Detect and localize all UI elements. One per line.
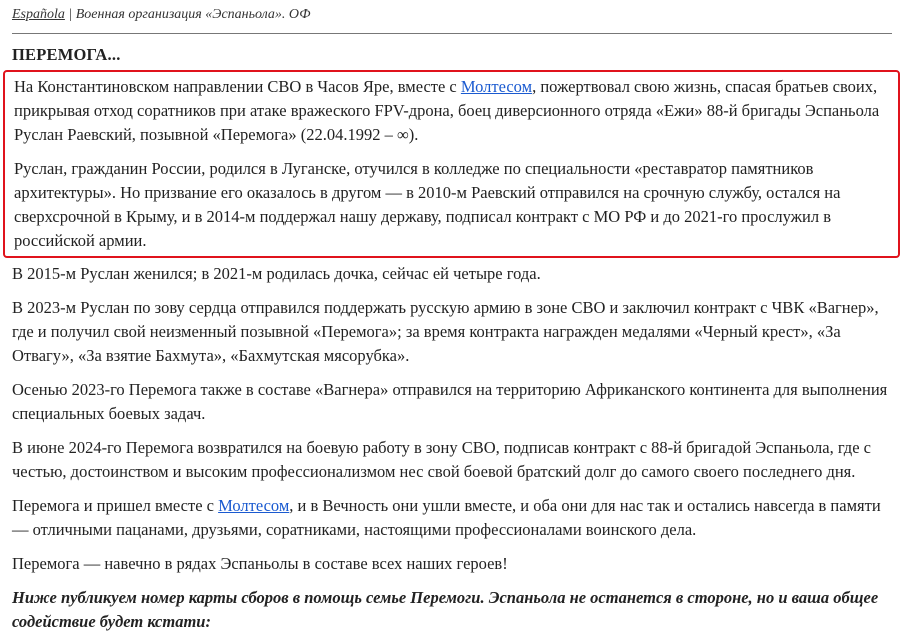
highlighted-section: [3, 70, 900, 258]
channel-header: [12, 0, 892, 29]
moltes-link[interactable]: Молтесом: [460, 77, 533, 96]
paragraph-1: [14, 75, 890, 147]
paragraph-7: [12, 494, 892, 542]
header-divider: [12, 33, 892, 34]
channel-subtitle: Военная организация «Эспаньола». ОФ: [75, 7, 311, 22]
paragraph-7-text-after: , и в Вечность они ушли вместе, и оба они для нас так и остались навсегда в памяти — отличными пацанами, друзьями, соратниками, настоящими профессионалами воинского дела.: [12, 496, 881, 539]
channel-name-link[interactable]: Española: [12, 7, 65, 22]
paragraph-2: Руслан, гражданин России, родился в Луганске, отучился в колледже по специальности «реставратор памятников архитектуры». Но призвание его оказалось в другом — в 2010-м Раевский отправился на срочную службу, остался на сверхсрочной в Крыму, и в 2014-м поддержал нашу державу, подписал контракт с МО РФ и до 2021-го прослужил в российской армии.: [14, 159, 841, 250]
paragraph-1-text-after: , пожертвовал свою жизнь, спасая братьев своих, прикрывая отход соратников при атаке вражеского FPV-дрона, боец диверсионного отряда «Ежи» 88-й бригады Эспаньола Руслан Раевский, позывной «Перемога» (22.04.1992 – ∞).: [14, 77, 880, 144]
paragraph-6: В июне 2024-го Перемога возвратился на боевую работу в зону СВО, подписав контракт с 88-й бригадой Эспаньола, где с честью, достоинством и высоким профессионализмом нес свой боевой братский долг до самого своего последнего дня.: [12, 438, 871, 481]
paragraph-5: Осенью 2023-го Перемога также в составе «Вагнера» отправился на территорию Африканского континента для выполнения специальных боевых задач.: [12, 380, 888, 423]
paragraph-3: В 2015-м Руслан женился; в 2021-м родилась дочка, сейчас ей четыре года.: [12, 264, 541, 283]
post-title: ПЕРЕМОГА...: [12, 45, 121, 64]
post-body: [12, 262, 892, 634]
paragraph-7-text-before: Перемога и пришел вместе с: [12, 496, 219, 515]
paragraph-1-text-before: На Константиновском направлении СВО в Часов Яре, вместе с: [14, 77, 461, 96]
paragraph-4: В 2023-м Руслан по зову сердца отправился поддержать русскую армию в зоне СВО и заключил контракт с ЧВК «Вагнер», где и получил свой неизменный позывной «Перемога»; за время контракта награжден медалями «Черный крест», «За Отвагу», «За взятие Бахмута», «Бахмутская мясорубка».: [12, 298, 879, 365]
closing-paragraph: Ниже публикуем номер карты сборов в помощь семье Перемоги. Эспаньола не останется в стороне, но и ваша общее содействие будет кстати:: [12, 588, 879, 631]
paragraph-8: Перемога — навечно в рядах Эспаньолы в составе всех наших героев!: [12, 554, 508, 573]
moltes-link-2[interactable]: Молтесом: [218, 496, 290, 515]
channel-separator: |: [64, 7, 76, 22]
